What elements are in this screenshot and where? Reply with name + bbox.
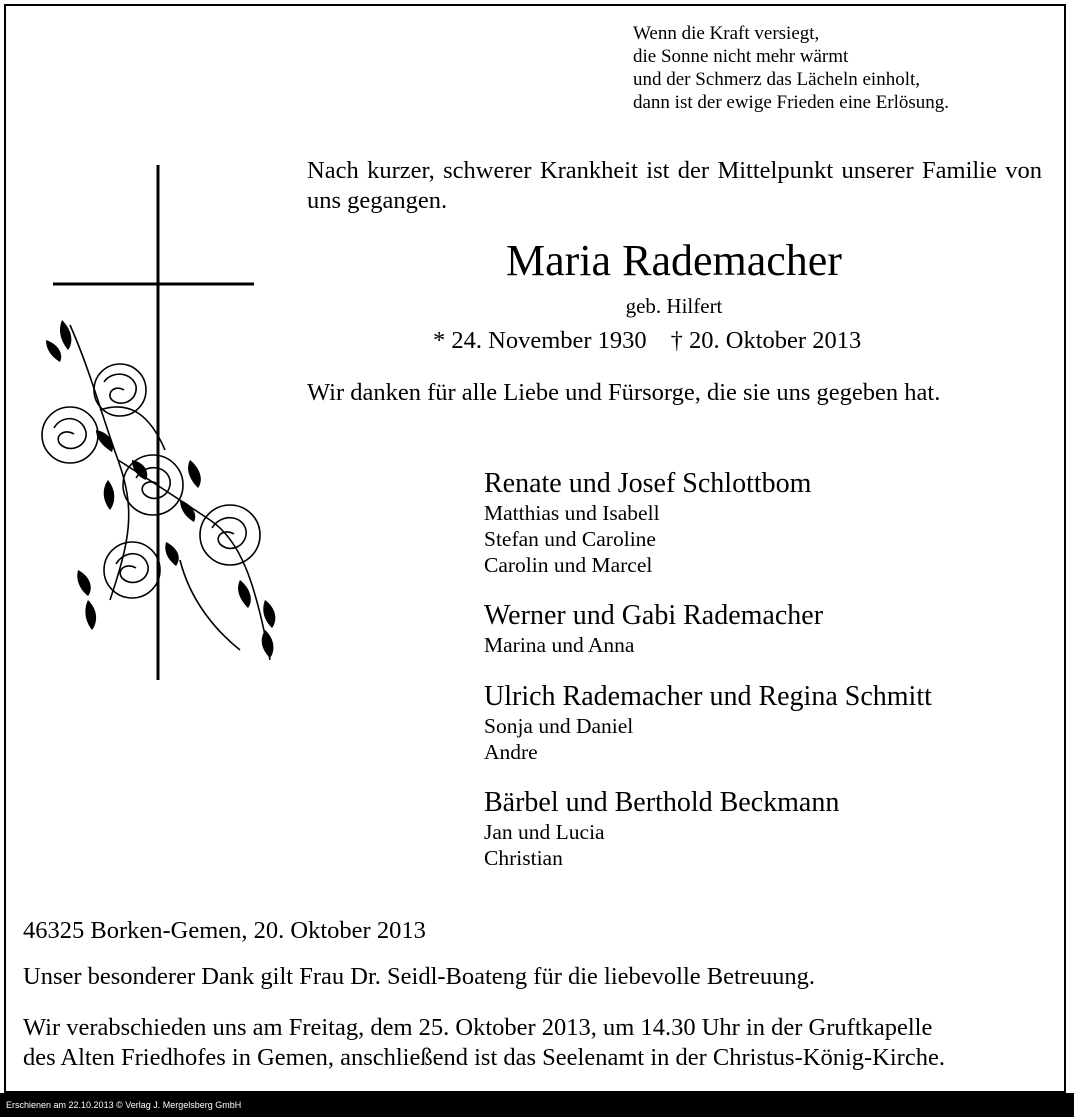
- family-member: Carolin und Marcel: [484, 553, 653, 577]
- poem-line: Wenn die Kraft versiegt,: [633, 23, 820, 44]
- family-member: Andre: [484, 740, 538, 764]
- farewell-text: [23, 1013, 945, 1073]
- family-member: Matthias und Isabell: [484, 501, 660, 525]
- family-group: [484, 787, 839, 871]
- family-member: Christian: [484, 846, 563, 870]
- family-group: [484, 468, 811, 578]
- place-date: 46325 Borken-Gemen, 20. Oktober 2013: [23, 917, 426, 944]
- family-member: Marina und Anna: [484, 633, 635, 657]
- poem-line: dann ist der ewige Frieden eine Erlösung.: [633, 92, 950, 113]
- family-group: [484, 681, 932, 765]
- publication-note: Erschienen am 22.10.2013 © Verlag J. Mergelsberg GmbH: [6, 1100, 242, 1110]
- intro-text: Nach kurzer, schwerer Krankheit ist der Mittelpunkt unserer Familie von uns gegangen.: [307, 157, 1042, 214]
- thanks-text: Wir danken für alle Liebe und Fürsorge, die sie uns gegeben hat.: [307, 379, 941, 406]
- family-head: Renate und Josef Schlottbom: [484, 468, 812, 499]
- birth-name: geb. Hilfert: [625, 294, 723, 318]
- life-dates: [433, 326, 861, 356]
- birth-date: * 24. November 1930: [433, 327, 647, 354]
- poem-line: die Sonne nicht mehr wärmt: [633, 46, 849, 67]
- poem: [633, 22, 949, 114]
- special-thanks: Unser besonderer Dank gilt Frau Dr. Seidl-Boateng für die liebevolle Betreuung.: [23, 963, 815, 990]
- family-head: Werner und Gabi Rademacher: [484, 600, 824, 631]
- farewell-line: des Alten Friedhofes in Gemen, anschließend ist das Seelenamt in der Christus-König-Kirche.: [23, 1044, 945, 1071]
- family-head: Ulrich Rademacher und Regina Schmitt: [484, 681, 932, 712]
- family-member: Stefan und Caroline: [484, 527, 656, 551]
- deceased-name: Maria Rademacher: [506, 236, 842, 285]
- poem-line: und der Schmerz das Lächeln einholt,: [633, 69, 921, 90]
- death-date: † 20. Oktober 2013: [670, 327, 862, 354]
- family-group: [484, 600, 823, 658]
- family-member: Sonja und Daniel: [484, 714, 634, 738]
- footer-bar: [0, 1093, 1074, 1117]
- family-head: Bärbel und Berthold Beckmann: [484, 787, 840, 818]
- family-member: Jan und Lucia: [484, 820, 605, 844]
- farewell-line: Wir verabschieden uns am Freitag, dem 25. Oktober 2013, um 14.30 Uhr in der Gruftkapelle: [23, 1014, 933, 1041]
